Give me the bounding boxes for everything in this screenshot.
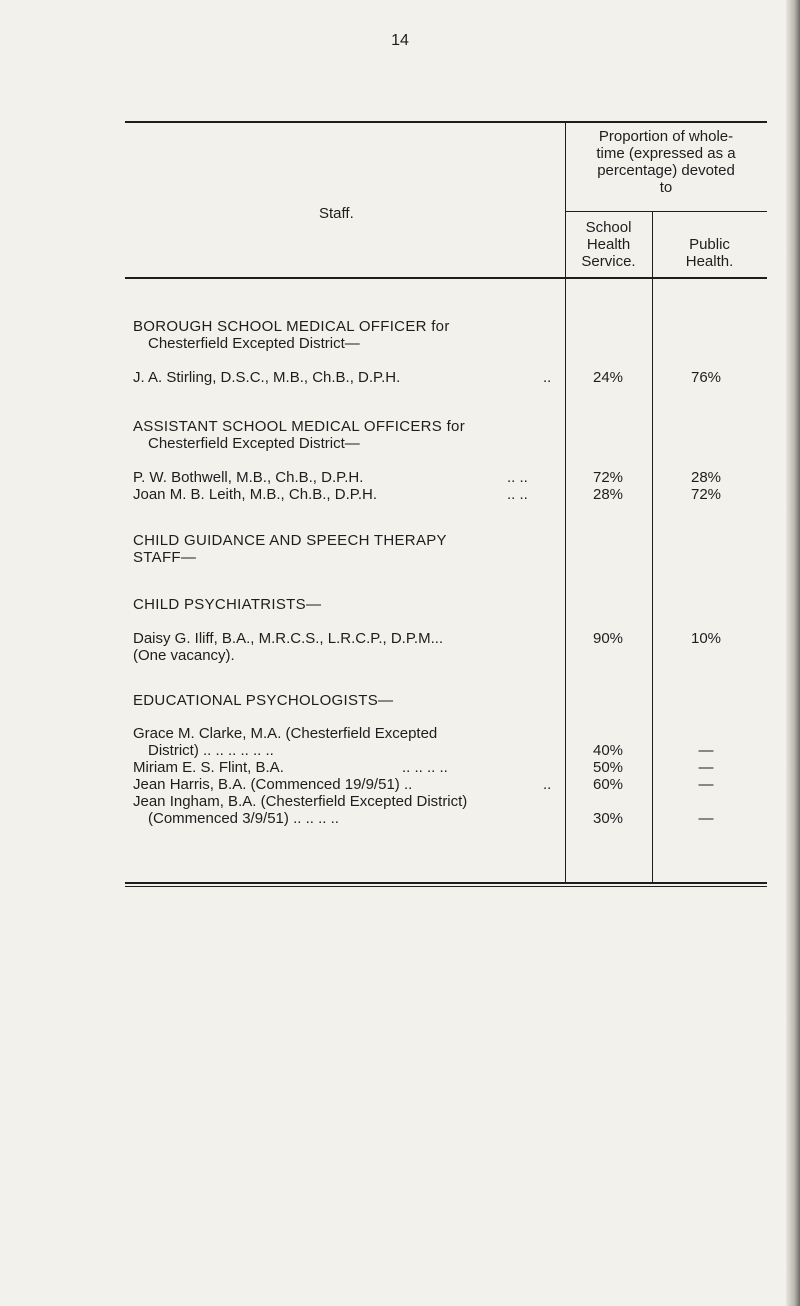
- table-top-rule: [125, 121, 767, 123]
- table-bottom-rule: [125, 882, 767, 884]
- school-value: 90%: [592, 630, 624, 647]
- staff-name: Daisy G. Iliff, B.A., M.R.C.S., L.R.C.P., D.P.M...: [133, 630, 444, 647]
- leader-dots: ..: [543, 776, 552, 793]
- section-title: ASSISTANT SCHOOL MEDICAL OFFICERS for: [133, 418, 465, 435]
- page-edge-shadow: [786, 0, 800, 1306]
- column-divider-2: [652, 211, 653, 883]
- school-value: 40%: [592, 742, 624, 759]
- public-value: —: [698, 776, 714, 793]
- public-value: 10%: [690, 630, 722, 647]
- school-value: 60%: [592, 776, 624, 793]
- public-value: —: [698, 810, 714, 827]
- leader-dots: ..: [543, 369, 552, 386]
- section-subtitle: Chesterfield Excepted District—: [148, 435, 360, 452]
- staff-name: P. W. Bothwell, M.B., Ch.B., D.P.H.: [133, 469, 364, 486]
- staff-name-cont: (Commenced 3/9/51) .. .. .. ..: [148, 810, 339, 827]
- staff-name: Miriam E. S. Flint, B.A.: [133, 759, 284, 776]
- subheader-rule: [565, 211, 767, 212]
- section-title: CHILD PSYCHIATRISTS—: [133, 596, 322, 613]
- staff-name: J. A. Stirling, D.S.C., M.B., Ch.B., D.P.H.: [133, 369, 401, 386]
- section-title: CHILD GUIDANCE AND SPEECH THERAPY: [133, 532, 447, 549]
- public-health-header: Public Health.: [685, 236, 734, 270]
- section-title: EDUCATIONAL PSYCHOLOGISTS—: [133, 692, 394, 709]
- school-value: 30%: [592, 810, 624, 827]
- public-value: 28%: [690, 469, 722, 486]
- staff-header: Staff.: [319, 205, 354, 222]
- section-title: STAFF—: [133, 549, 197, 566]
- public-value: 76%: [690, 369, 722, 386]
- page-number: 14: [391, 32, 409, 49]
- staff-name-cont: District) .. .. .. .. .. ..: [148, 742, 274, 759]
- staff-name: Joan M. B. Leith, M.B., Ch.B., D.P.H.: [133, 486, 377, 503]
- school-value: 72%: [592, 469, 624, 486]
- staff-name: Jean Harris, B.A. (Commenced 19/9/51) ..: [133, 776, 413, 793]
- proportion-header: Proportion of whole- time (expressed as a percentage) devoted to: [596, 128, 736, 196]
- section-title: BOROUGH SCHOOL MEDICAL OFFICER for: [133, 318, 450, 335]
- public-value: —: [698, 742, 714, 759]
- header-bottom-rule: [125, 277, 767, 279]
- school-health-header: School Health Service.: [581, 219, 636, 270]
- leader-dots: .. ..: [507, 486, 528, 503]
- leader-dots: .. .. .. ..: [402, 759, 448, 776]
- school-value: 24%: [592, 369, 624, 386]
- public-value: —: [698, 759, 714, 776]
- school-value: 50%: [592, 759, 624, 776]
- public-value: 72%: [690, 486, 722, 503]
- school-value: 28%: [592, 486, 624, 503]
- leader-dots: .. ..: [507, 469, 528, 486]
- section-subtitle: Chesterfield Excepted District—: [148, 335, 360, 352]
- table-bottom-rule-2: [125, 886, 767, 887]
- vacancy-note: (One vacancy).: [133, 647, 235, 664]
- staff-name: Grace M. Clarke, M.A. (Chesterfield Excepted: [133, 725, 438, 742]
- staff-name: Jean Ingham, B.A. (Chesterfield Excepted District): [133, 793, 468, 810]
